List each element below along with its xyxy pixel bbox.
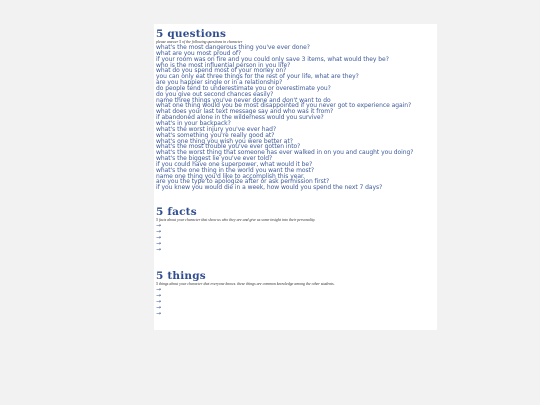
thing-bullet: → xyxy=(156,286,162,293)
question-item: name one thing you'd like to accomplish this year. xyxy=(156,172,305,180)
question-item: you can only eat three things for the rest of your life, what are they? xyxy=(156,73,359,81)
question-item: what are you most proud of? xyxy=(156,49,242,57)
fact-bullet: → xyxy=(156,239,162,247)
things-intro: 5 things about your character that everyone knows. these things are common knowledge among the other students. xyxy=(156,282,335,286)
question-text: want to do xyxy=(297,96,331,104)
facts-section xyxy=(156,206,435,253)
fact-bullet: → xyxy=(156,222,162,229)
questions-section xyxy=(156,28,435,191)
question-item: if abandoned alone in the wilderness would you survive? xyxy=(156,114,324,122)
question-item: are you happier single or in a relationship? xyxy=(156,79,283,87)
question-item: if your room was on fire and you could only save 3 items, what would they be? xyxy=(156,55,389,63)
facts-list xyxy=(156,223,435,253)
fact-bullet: → xyxy=(156,245,162,253)
fact-bullet: → xyxy=(156,227,162,235)
question-item: what's the worst thing that someone has ever walked in on you and caught you doing? xyxy=(156,149,414,157)
question-item: who is the most influential person in you life? xyxy=(156,61,291,69)
questions-list xyxy=(156,45,435,191)
thing-bullet: → xyxy=(156,291,162,299)
fact-bullet: → xyxy=(156,233,162,241)
question-emphasis: don't xyxy=(282,96,298,104)
question-item: do people tend to underestimate you or overestimate you? xyxy=(156,84,331,92)
question-item: what's the biggest lie you've ever told? xyxy=(156,155,273,163)
thing-bullet: → xyxy=(156,297,162,305)
question-item: do you give out second chances easily? xyxy=(156,90,274,98)
things-list xyxy=(156,287,435,317)
things-section xyxy=(156,270,435,317)
question-item: what one thing would you be most disappointed if you never got to experience again? xyxy=(156,102,412,110)
questions-heading: 5 questions xyxy=(156,28,227,40)
question-item: what's the worst injury you've ever had? xyxy=(156,125,277,133)
question-text: name three things you've never done and xyxy=(156,96,283,104)
thing-bullet: → xyxy=(156,309,162,317)
things-heading: 5 things xyxy=(156,270,206,282)
facts-intro: 5 facts about your character that show us who they are and give us some insight into their personality. xyxy=(156,218,316,222)
question-item: what do you spend most of your money on? xyxy=(156,67,287,75)
question-item: if you knew you would die in a week, how would you spend the next 7 days? xyxy=(156,184,383,192)
question-item: what's the most trouble you've ever gotten into? xyxy=(156,143,301,151)
question-item: what's in your backpack? xyxy=(156,119,231,127)
document-page xyxy=(154,24,437,330)
question-item: what's something you're really good at? xyxy=(156,131,275,139)
question-item: are you the type to apologize after or ask permission first? xyxy=(156,178,330,186)
question-item: what's the one thing in the world you want the most? xyxy=(156,166,315,174)
facts-heading: 5 facts xyxy=(156,206,197,218)
questions-intro: please answer 5 of the following questions in character xyxy=(156,40,243,44)
question-item: what's the most dangerous thing you've ever done? xyxy=(156,44,310,51)
question-item: what's one thing you wish you were better at? xyxy=(156,137,293,145)
question-item: what does your last text message say and who was it from? xyxy=(156,108,334,116)
thing-bullet: → xyxy=(156,303,162,311)
question-item: if you could have one superpower, what would it be? xyxy=(156,160,313,168)
